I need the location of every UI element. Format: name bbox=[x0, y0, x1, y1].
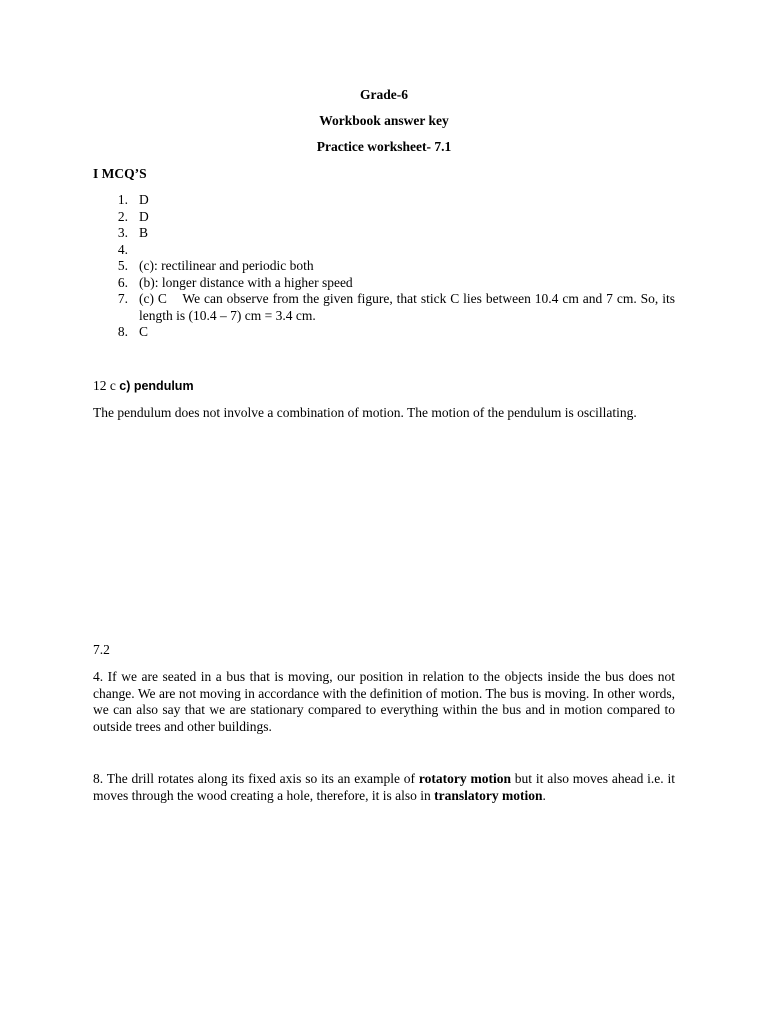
item-number: 4. bbox=[117, 241, 128, 257]
section-7-2-heading: 7.2 bbox=[93, 642, 110, 657]
item-number: 3. bbox=[117, 225, 128, 240]
item-number: 8. bbox=[117, 324, 128, 339]
list-item bbox=[93, 192, 675, 209]
item-number: 5. bbox=[117, 258, 128, 273]
workbook-subtitle: Workbook answer key bbox=[319, 113, 449, 128]
list-item bbox=[93, 324, 675, 341]
answer-8-bold-rotatory: rotatory motion bbox=[418, 771, 511, 786]
item-answer: D bbox=[139, 208, 149, 224]
q12-answer-line bbox=[93, 378, 675, 395]
worksheet-title: Practice worksheet- 7.1 bbox=[316, 139, 452, 154]
item-number: 7. bbox=[117, 291, 128, 306]
answer-8-text-2: but it also moves ahead i.e. it moves through the wood creating a hole, therefore, it is also in bbox=[93, 771, 676, 803]
item-answer: D bbox=[139, 192, 149, 207]
list-item bbox=[93, 225, 675, 242]
answer-8-paragraph bbox=[93, 771, 675, 804]
list-item bbox=[93, 209, 675, 226]
mcq-answer-list bbox=[93, 192, 679, 341]
list-item bbox=[93, 258, 675, 275]
item-number: 2. bbox=[117, 208, 128, 224]
answer-8-bold-translatory: translatory motion bbox=[434, 787, 543, 803]
item-number: 1. bbox=[117, 192, 128, 207]
grade-title: Grade-6 bbox=[360, 87, 408, 102]
q12-prefix: 12 c bbox=[93, 378, 120, 393]
item-answer: (b): longer distance with a higher speed bbox=[139, 274, 353, 290]
mcq-heading: I MCQ’S bbox=[93, 166, 147, 181]
list-item bbox=[93, 291, 679, 324]
item-answer: (c): rectilinear and periodic both bbox=[139, 258, 314, 273]
item-answer: B bbox=[139, 225, 149, 240]
item-answer: (c) C We can observe from the given figure, that stick C lies between 10.4 cm and 7 cm. So, its length is (10.4 – 7) cm = 3.4 cm. bbox=[139, 291, 679, 323]
list-item bbox=[93, 242, 675, 259]
q12-explanation: The pendulum does not involve a combination of motion. The motion of the pendulum is oscillating. bbox=[93, 405, 637, 420]
list-item bbox=[93, 275, 675, 292]
item-number: 6. bbox=[117, 274, 128, 290]
q12-answer: c) pendulum bbox=[119, 379, 194, 393]
answer-4-paragraph: 4. If we are seated in a bus that is moving, our position in relation to the objects inside the bus does not change. We are not moving in accordance with the definition of motion. The bus is moving. In other words, we can also say that we are stationary compared to everything within the bus and in motion compared to outside trees and other buildings. bbox=[93, 669, 675, 734]
item-answer bbox=[128, 242, 675, 259]
item-answer: C bbox=[139, 324, 149, 339]
answer-8-text-3: . bbox=[542, 787, 546, 803]
answer-8-text-1: 8. The drill rotates along its fixed axis so its an example of bbox=[93, 771, 419, 786]
